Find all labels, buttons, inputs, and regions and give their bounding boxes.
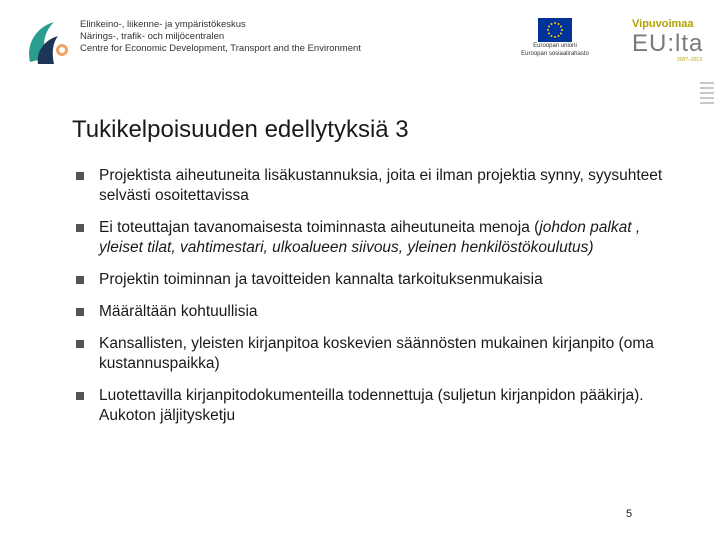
ely-organization-name — [80, 19, 361, 55]
vip-eu-text: EU:lta — [632, 30, 704, 57]
vip-title: Vipuvoimaa — [632, 18, 694, 30]
bullet-square-icon — [76, 276, 84, 284]
list-item — [76, 386, 676, 426]
ely-name-en: Centre for Economic Development, Transport and the Environment — [80, 43, 361, 54]
bullet-square-icon — [76, 308, 84, 316]
bullet-text-plain: Ei toteuttajan tavanomaisesta toiminnasta aiheutuneita menoja ( — [99, 219, 540, 236]
bullet-text: Kansallisten, yleisten kirjanpitoa koskevien säännösten mukainen kirjanpito (oma kustannuspaikka) — [99, 335, 654, 372]
bullet-text: Projektin toiminnan ja tavoitteiden kannalta tarkoituksenmukaisia — [99, 271, 543, 288]
bullet-square-icon — [76, 392, 84, 400]
vip-period: 2007–2013 — [676, 57, 702, 63]
bullet-text — [99, 218, 676, 258]
bullet-square-icon — [76, 224, 84, 232]
ely-name-fi: Elinkeino-, liikenne- ja ympäristökeskus — [80, 19, 246, 30]
list-item — [76, 166, 676, 206]
esf-caption: Euroopan sosiaalirahasto — [521, 51, 589, 57]
bullet-square-icon — [76, 340, 84, 348]
slide-title: Tukikelpoisuuden edellytyksiä 3 — [72, 116, 409, 143]
ely-logo-icon — [24, 18, 76, 68]
bullet-list — [76, 166, 676, 438]
page-number: 5 — [626, 508, 633, 520]
vipuvoimaa-logo — [632, 18, 712, 64]
list-item — [76, 334, 676, 374]
list-item — [76, 218, 676, 258]
bullet-text: Projektista aiheutuneita lisäkustannuksia, joita ei ilman projektia synny, syysuhteet selvästi osoitettavissa — [99, 167, 663, 204]
list-item — [76, 302, 676, 322]
eu-caption: Euroopan unioni — [533, 43, 577, 49]
bullet-text: Määrältään kohtuullisia — [99, 303, 258, 320]
bullet-text: Luotettavilla kirjanpitodokumenteilla todennettuja (suljetun kirjanpidon pääkirja). Aukoton jäljitysketju — [99, 387, 644, 424]
decorative-bars — [700, 82, 714, 107]
ely-name-sv: Närings-, trafik- och miljöcentralen — [80, 31, 225, 42]
eu-flag-icon — [538, 18, 572, 42]
bullet-square-icon — [76, 172, 84, 180]
bullet-text-italic: johdon palkat , yleiset tilat, vahtimestari, ulkoalueen siivous, yleinen henkilöstökoulutus) — [99, 219, 641, 256]
eu-logo — [517, 18, 593, 58]
list-item — [76, 270, 676, 290]
